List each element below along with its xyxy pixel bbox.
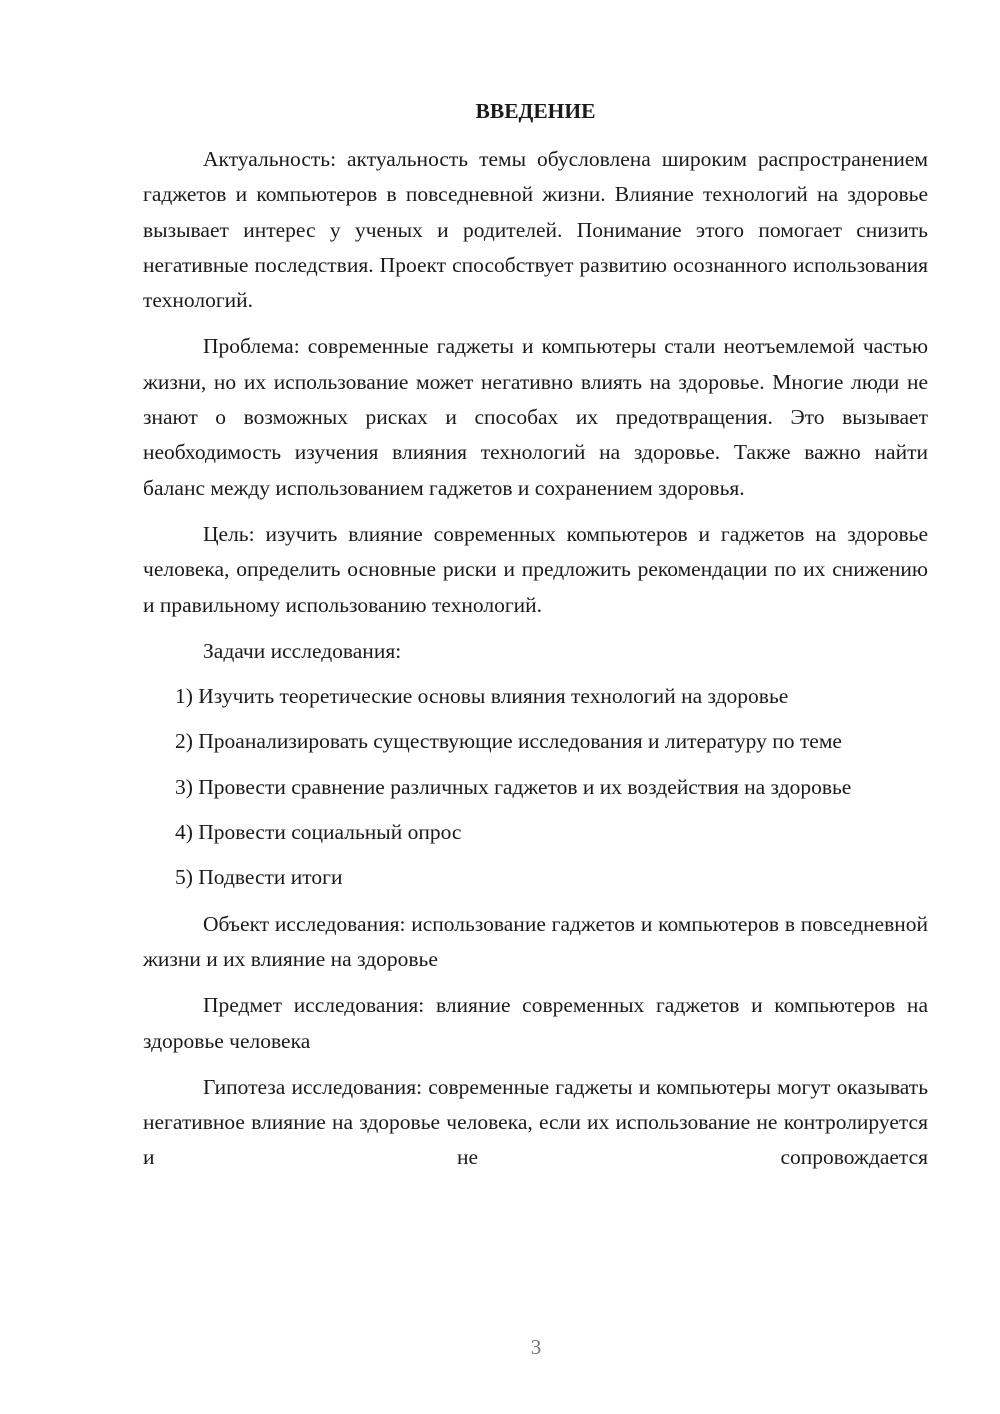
task-item: 3) Провести сравнение различных гаджетов и их воздействия на здоровье	[175, 774, 852, 799]
goal-paragraph: Цель: изучить влияние современных компьютеров и гаджетов на здоровье человека, определить основные риски и предложить рекомендации по их снижению и правильному использованию технологий.	[143, 521, 928, 617]
task-item: 1) Изучить теоретические основы влияния технологий на здоровье	[175, 684, 789, 709]
page-number: 3	[530, 1335, 542, 1359]
section-title: ВВЕДЕНИЕ	[475, 99, 596, 123]
task-item: 2) Проанализировать существующие исследования и литературу по теме	[175, 729, 842, 754]
object-paragraph: Объект исследования: использование гаджетов и компьютеров в повседневной жизни и их влияние на здоровье	[143, 911, 928, 971]
hypothesis-paragraph: Гипотеза исследования: современные гаджеты и компьютеры могут оказывать негативное влияние на здоровье человека, если их использование не контролируется и не сопровождается	[143, 1074, 928, 1170]
task-item: 4) Провести социальный опрос	[175, 820, 462, 845]
problem-paragraph: Проблема: современные гаджеты и компьютеры стали неотъемлемой частью жизни, но их использование может негативно влиять на здоровье. Многие люди не знают о возможных рисках и способах их предотвращения. Это вызывает необходимость изучения влияния технологий на здоровье. Также важно найти баланс между использованием гаджетов и сохранением здоровья.	[143, 334, 928, 500]
document-body	[143, 94, 928, 1176]
tasks-heading: Задачи исследования:	[203, 638, 402, 663]
relevance-paragraph: Актуальность: актуальность темы обусловлена широким распространением гаджетов и компьютеров в повседневной жизни. Влияние технологий на здоровье вызывает интерес у ученых и родителей. Понимание этого помогает снизить негативные последствия. Проект способствует развитию осознанного использования технологий.	[143, 147, 928, 313]
subject-paragraph: Предмет исследования: влияние современных гаджетов и компьютеров на здоровье человека	[143, 993, 928, 1053]
tasks-list	[143, 679, 928, 895]
task-item: 5) Подвести итоги	[175, 865, 343, 890]
